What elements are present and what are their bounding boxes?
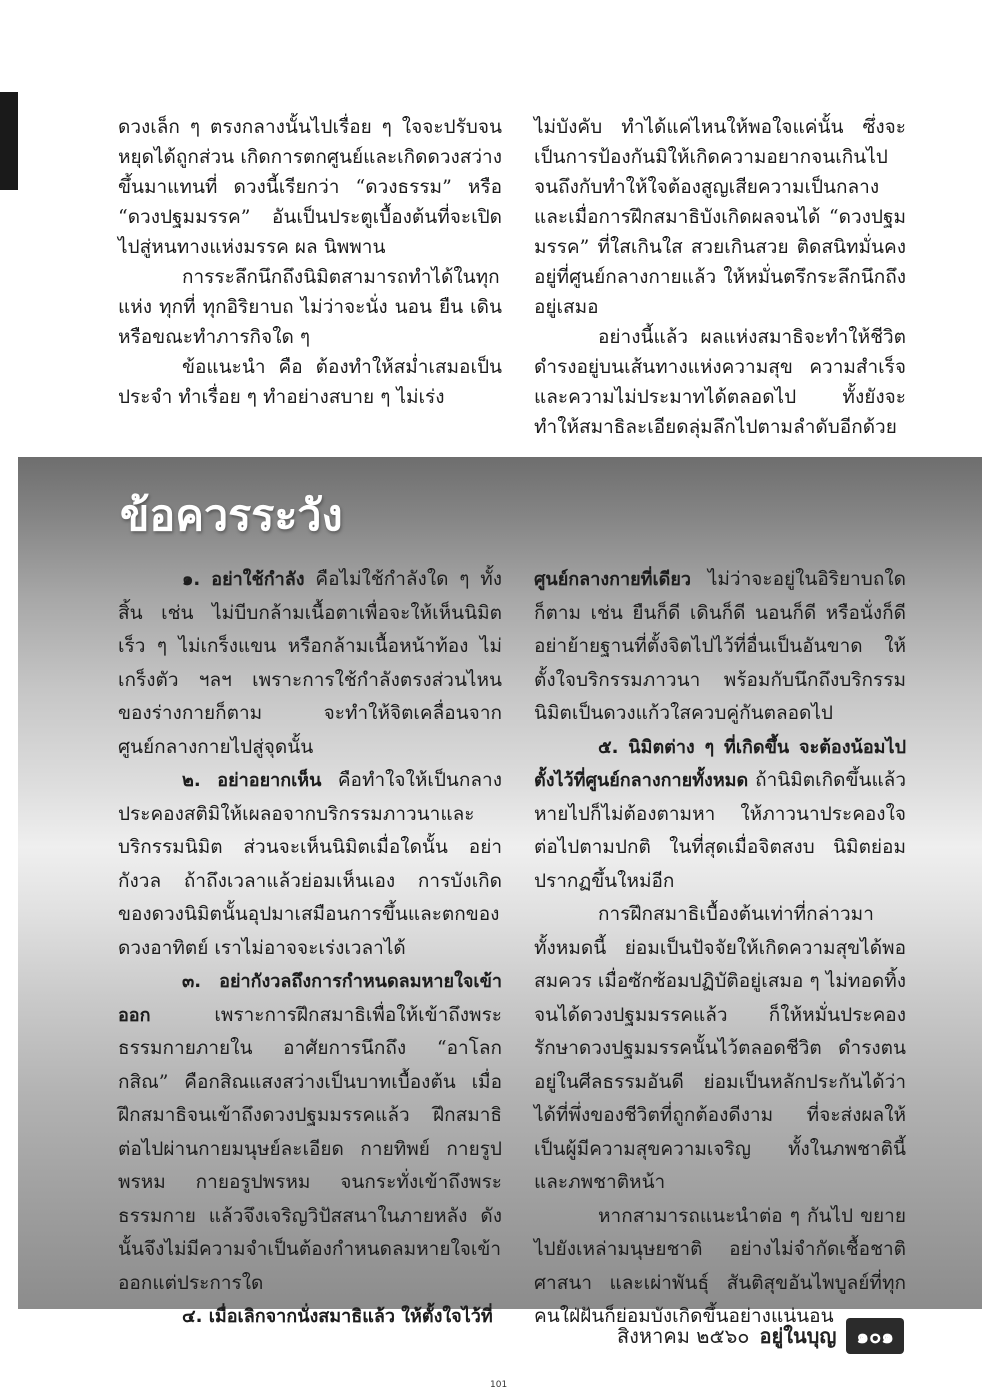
precaution-item (534, 563, 906, 731)
paragraph: ไม่บังคับ ทำได้แค่ไหนให้พอใจแค่นั้น ซึ่งจะเป็นการป้องกันมิให้เกิดความอยากจนเกินไป จนถึงกับทำให้ใจต้องสูญเสียความเป็นกลาง และเมื่อการฝึกสมาธิบังเกิดผลจนได้ “ดวงปฐมมรรค” ที่ใสเกินใส สวยเกินสวย ติดสนิทมั่นคงอยู่ที่ศูนย์กลางกายแล้ว ให้หมั่นตรึกระลึกนึกถึงอยู่เสมอ (534, 116, 906, 318)
precaution-item (118, 965, 502, 1300)
paragraph: อย่างนี้แล้ว ผลแห่งสมาธิจะทำให้ชีวิตดำรงอยู่บนเส้นทางแห่งความสุข ความสำเร็จและความไม่ประมาทได้ตลอดไป ทั้งยังจะทำให้สมาธิละเอียดลุ่มลึกไปตามลำดับอีกด้วย (534, 326, 906, 438)
item-body: ถ้านิมิตเกิดขึ้นแล้วหายไปก็ไม่ต้องตามหา ให้ภาวนาประคองใจต่อไปตามปกติ ในที่สุดเมื่อจิตสงบ นิมิตย่อมปรากฏขึ้นใหม่อีก (534, 769, 906, 892)
item-heading: ๔. เมื่อเลิกจากนั่งสมาธิแล้ว ให้ตั้งใจไว้ที่ (182, 1306, 493, 1327)
precaution-item (118, 764, 502, 965)
precaution-item (118, 563, 502, 764)
item-body: คือทำใจให้เป็นกลาง ประคองสติมิให้เผลอจากบริกรรมภาวนาและบริกรรมนิมิต ส่วนจะเห็นนิมิตเมื่อใดนั้น อย่ากังวล ถ้าถึงเวลาแล้วย่อมเห็นเอง การบังเกิดของดวงนิมิตนั้นอุปมาเสมือนการขึ้นและตกของดวงอาทิตย์ เราไม่อาจจะเร่งเวลาได้ (118, 769, 503, 959)
issue-date: สิงหาคม ๒๕๖๐ (616, 1324, 750, 1348)
panel-left-column (118, 563, 502, 1334)
paragraph: การระลึกนึกถึงนิมิตสามารถทำได้ในทุกแห่ง ทุกที่ ทุกอิริยาบถ ไม่ว่าจะนั่ง นอน ยืน เดิน หรือขณะทำภารกิจใด ๆ (118, 266, 502, 348)
precautions-panel (18, 457, 982, 1327)
item-body: เพราะการฝึกสมาธิเพื่อให้เข้าถึงพระธรรมกายภายใน อาศัยการนึกถึง “อาโลกกสิณ” คือกสิณแสงสว่างเป็นบาทเบื้องต้น เมื่อฝึกสมาธิจนเข้าถึงดวงปฐมมรรคแล้ว ฝึกสมาธิต่อไปผ่านกายมนุษย์ละเอียด กายทิพย์ กายรูปพรหม กายอรูปพรหม จนกระทั่งเข้าถึงพระธรรมกาย แล้วจึงเจริญวิปัสสนาในภายหลัง ดังนั้นจึงไม่มีความจำเป็นต้องกำหนดลมหายใจเข้าออกแต่ประการใด (118, 1003, 502, 1294)
print-page-id: 101 (490, 1380, 508, 1390)
top-right-column (534, 112, 906, 442)
item-heading: ๕. นิมิตต่าง ๆ ที่เกิดขึ้น จะต้องน้อมไปตั้งไว้ที่ศูนย์กลางกายทั้งหมด (534, 736, 906, 791)
paragraph: การฝึกสมาธิเบื้องต้นเท่าที่กล่าวมาทั้งหมดนี้ ย่อมเป็นปัจจัยให้เกิดความสุขได้พอสมควร เมื่อซักซ้อมปฏิบัติอยู่เสมอ ๆ ไม่ทอดทิ้งจนได้ดวงปฐมมรรคแล้ว ก็ให้หมั่นประคองรักษาดวงปฐมมรรคนั้นไว้ตลอดชีวิต ดำรงตนอยู่ในศีลธรรมอันดี ย่อมเป็นหลักประกันได้ว่า ได้ที่พึ่งของชีวิตที่ถูกต้องดีงาม ที่จะส่งผลให้เป็นผู้มีความสุขความเจริญ ทั้งในภพชาตินี้และภพชาติหน้า (534, 903, 906, 1193)
paragraph: ข้อแนะนำ คือ ต้องทำให้สม่ำเสมอเป็นประจำ ทำเรื่อย ๆ ทำอย่างสบาย ๆ ไม่เร่ง (118, 356, 502, 408)
side-tab-bar (0, 92, 18, 190)
item-body: ไม่ว่าจะอยู่ในอิริยาบถใดก็ตาม เช่น ยืนก็ดี เดินก็ดี นอนก็ดี หรือนั่งก็ดี อย่าย้ายฐานที่ตั้งจิตไปไว้ที่อื่นเป็นอันขาด ให้ตั้งใจบริกรรมภาวนา พร้อมกับนึกถึงบริกรรมนิมิตเป็นดวงแก้วใสควบคู่กันตลอดไป (534, 568, 906, 724)
section-title: ข้อควรระวัง (120, 491, 343, 541)
page-footer (617, 1318, 904, 1354)
top-left-column (118, 112, 502, 412)
item-body: คือไม่ใช้กำลังใด ๆ ทั้งสิ้น เช่น ไม่บีบกล้ามเนื้อตาเพื่อจะให้เห็นนิมิตเร็ว ๆ ไม่เกร็งแขน หรือกล้ามเนื้อหน้าท้อง ไม่เกร็งตัว ฯลฯ เพราะการใช้กำลังตรงส่วนไหนของร่างกายก็ตาม จะทำให้จิตเคลื่อนจากศูนย์กลางกายไปสู่จุดนั้น (118, 568, 503, 758)
item-heading: ๒. อย่าอยากเห็น (182, 770, 322, 791)
precaution-item (118, 1300, 502, 1334)
magazine-name: อยู่ในบุญ (759, 1324, 837, 1348)
item-heading: ศูนย์กลางกายที่เดียว (534, 569, 692, 590)
paragraph: ดวงเล็ก ๆ ตรงกลางนั้นไปเรื่อย ๆ ใจจะปรับจนหยุดได้ถูกส่วน เกิดการตกศูนย์และเกิดดวงสว่างขึ้นมาแทนที่ ดวงนี้เรียกว่า “ดวงธรรม” หรือ “ดวงปฐมมรรค” อันเป็นประตูเบื้องต้นที่จะเปิดไปสู่หนทางแห่งมรรค ผล นิพพาน (118, 116, 502, 258)
page-number: ๑๐๑ (846, 1318, 904, 1354)
item-heading: ๑. อย่าใช้กำลัง (182, 569, 305, 590)
paragraph: หากสามารถแนะนำต่อ ๆ กันไป ขยายไปยังเหล่ามนุษยชาติ อย่างไม่จำกัดเชื้อชาติ ศาสนา และเผ่าพันธุ์ สันติสุขอันไพบูลย์ที่ทุกคนใฝ่ฝันก็ย่อมบังเกิดขึ้นอย่างแน่นอน (534, 1204, 906, 1327)
item-heading: ๓. อย่ากังวลถึงการกำหนดลมหายใจเข้าออก (118, 971, 502, 1026)
precaution-item (534, 731, 906, 899)
panel-right-column (534, 563, 906, 1334)
